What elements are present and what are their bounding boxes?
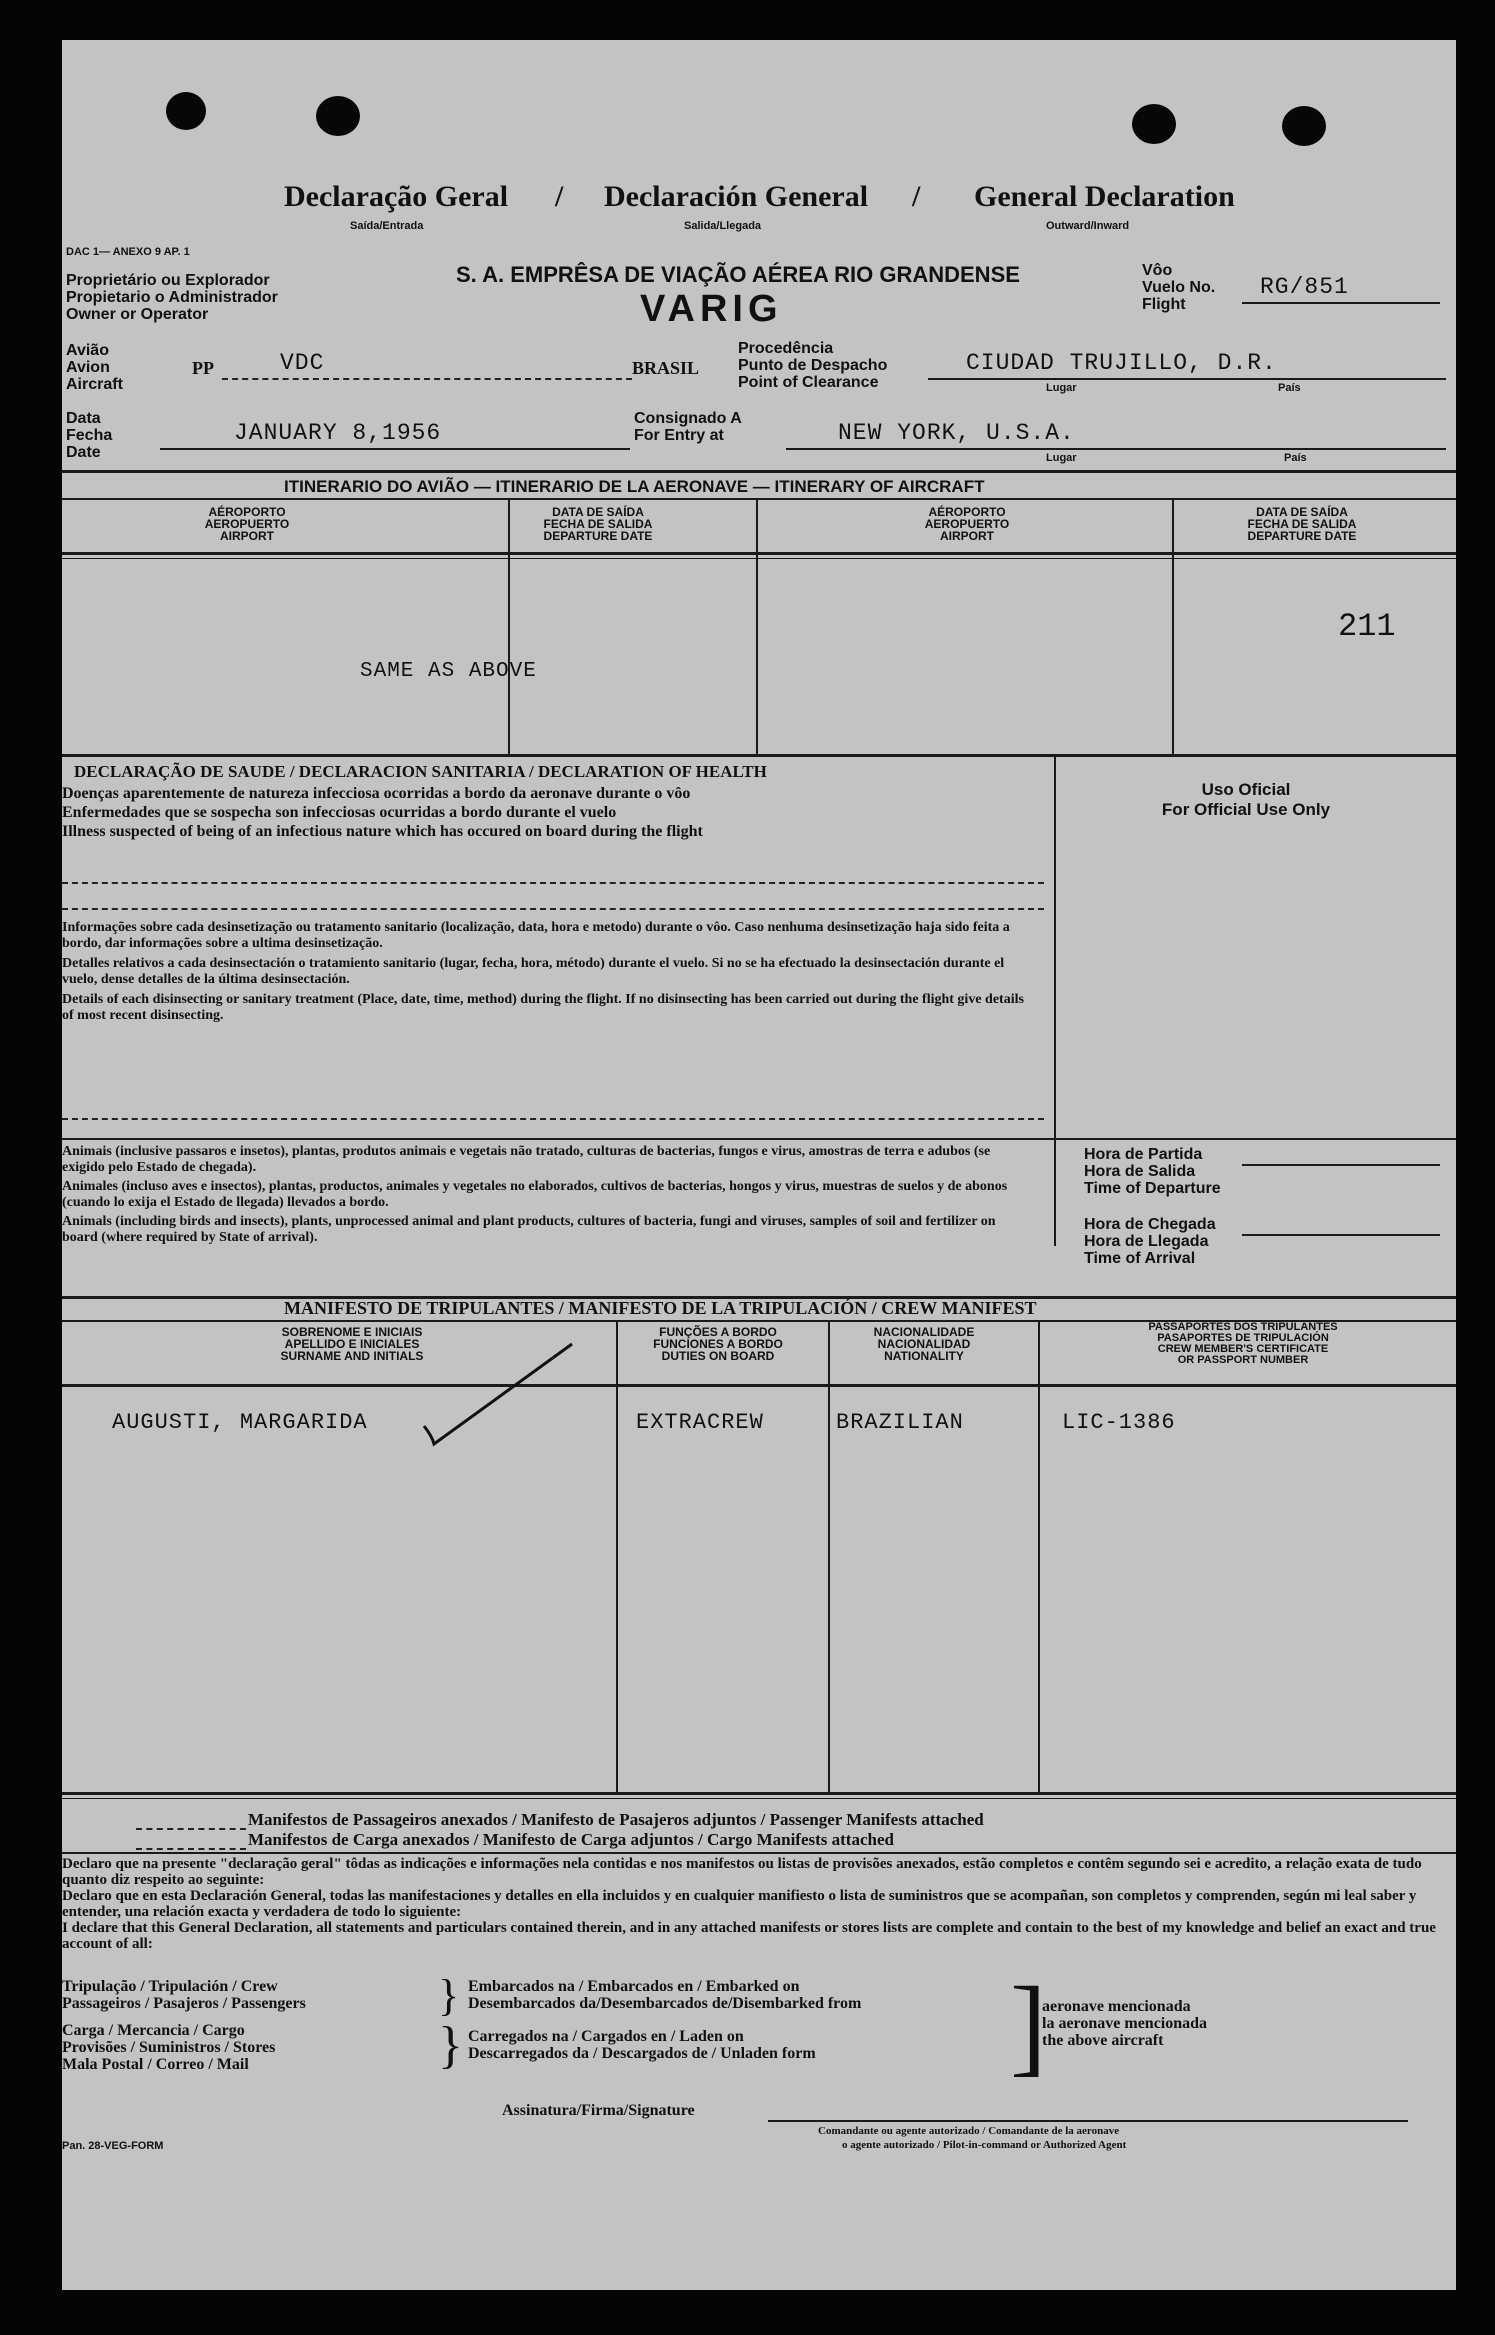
col-header-departure-date: DATA DE SAÍDA FECHA DE SALIDA DEPARTURE DATE <box>543 505 653 543</box>
clearance-underline <box>928 378 1446 380</box>
cargo-manifests: Manifestos de Carga anexados / Manifesto de Carga adjuntos / Cargo Manifests attached <box>248 1830 894 1849</box>
checkmark-icon <box>422 1340 582 1450</box>
title-en: General Declaration <box>974 180 1235 213</box>
punch-hole <box>1132 104 1176 144</box>
title-es: Declaración General <box>604 180 869 213</box>
col-divider <box>828 1322 830 1792</box>
title-sep: / <box>912 180 921 213</box>
col-header-airport-2: AÉROPORTO AEROPUERTO AIRPORT <box>924 505 1010 543</box>
form-reference: DAC 1— ANEXO 9 AP. 1 <box>66 246 190 258</box>
entry-underline <box>786 448 1446 450</box>
clearance-country-label: País <box>1278 382 1301 394</box>
subtitle-en: Outward/Inward <box>1046 220 1130 232</box>
clearance-label: Procedência Punto de Despacho Point of Clearance <box>738 340 888 391</box>
rule <box>62 552 1456 555</box>
title-pt: Declaração Geral <box>284 180 509 213</box>
aircraft-registration-field[interactable]: VDC <box>280 350 325 376</box>
rule <box>62 1138 1054 1140</box>
col-header-departure-date-2: DATA DE SAÍDA FECHA DE SALIDA DEPARTURE DATE <box>1247 505 1357 543</box>
crew-title: MANIFESTO DE TRIPULANTES / MANIFESTO DE LA TRIPULACIÓN / CREW MANIFEST <box>284 1298 1037 1318</box>
brace-icon: ] <box>1010 1964 1047 2086</box>
declaration-form <box>62 40 1456 2290</box>
operator-brand: VARIG <box>640 288 783 330</box>
rule <box>62 1798 1456 1799</box>
entry-label: Consignado A For Entry at <box>634 410 742 444</box>
passenger-manifest-count[interactable] <box>136 1828 246 1830</box>
table-row <box>62 1410 1456 1450</box>
punch-hole <box>166 92 206 130</box>
rule <box>62 754 1456 757</box>
date-label: Data Fecha Date <box>66 410 113 461</box>
crew-passport: LIC-1386 <box>1062 1410 1176 1435</box>
page-number: 211 <box>1338 608 1396 645</box>
disinsect-answer-line <box>62 1118 1044 1120</box>
arrival-time-field[interactable] <box>1242 1234 1440 1236</box>
col-divider <box>756 500 758 754</box>
flight-number-field[interactable]: RG/851 <box>1260 274 1349 300</box>
brace-icon: } <box>438 1971 460 2020</box>
cargo-manifest-count[interactable] <box>136 1848 246 1850</box>
punch-hole <box>1282 106 1326 146</box>
declaration-text: Declaro que na presente "declaração geral" tôdas as indicações e informações nela contidas e nos manifestos ou listas de provisões anexados, estão completos e contêm segundo sei e acredito, a relação exata de tudo quanto diz respeito ao seguinte: Declaro que en esta Declaración General, todas las manifestaciones y detalles en ella incluidos y en cualquier manifiesto o lista de suministros que se acompañan, son completos y comprenden, según mi leal saber y entender, una relación exacta y verdadera de todo lo siguiente: I declare that this General Declaration, all statements and particulars contained therein, and in any attached manifests or stores lists are complete and contain to the best of my knowledge and belief an exact and true account of all: <box>62 1856 1436 1952</box>
health-title: DECLARAÇÃO DE SAUDE / DECLARACION SANITARIA / DECLARATION OF HEALTH <box>74 762 767 781</box>
entry-place-label: Lugar <box>1046 452 1077 464</box>
signature-label: Assinatura/Firma/Signature <box>502 2102 695 2119</box>
date-field[interactable]: JANUARY 8,1956 <box>234 420 442 446</box>
flight-label: Vôo Vuelo No. Flight <box>1142 262 1216 313</box>
entry-field[interactable]: NEW YORK, U.S.A. <box>838 420 1075 446</box>
crew-name: AUGUSTI, MARGARIDA <box>112 1410 368 1435</box>
aircraft-prefix: PP <box>192 358 214 378</box>
itinerary-title: ITINERARIO DO AVIÃO — ITINERARIO DE LA AERONAVE — ITINERARY OF AIRCRAFT <box>284 477 985 496</box>
clearance-field[interactable]: CIUDAD TRUJILLO, D.R. <box>966 350 1277 376</box>
col-divider <box>508 500 510 754</box>
aircraft-label: Avião Avion Aircraft <box>66 342 123 393</box>
rule <box>62 498 1456 500</box>
animals-text: Animais (inclusive passaros e insetos), plantas, produtos animais e vegetais não tratado, culturas de bacterias, fungos e virus, amostras de terra e adubos (se exigido pelo Estado de chegada). Animales (incluso aves e insectos), plantas, productos, animales y vegetales no elaborados, cultivos de bacterias, hongos y virus, muestras de suelos y de abonos (cuando lo exija el Estado de llegada) llevados a bordo. Animals (including birds and insects), plants, unprocessed animal and plant products, cultures of bacteria, fungi and viruses, samples of soil and fertilizer on board (where required by State of arrival). <box>62 1144 1008 1245</box>
col-header-passport: PASSAPORTES DOS TRIPULANTES PASAPORTES DE TRIPULACIÓN CREW MEMBER'S CERTIFICATE OR PASSPORT NUMBER <box>1148 1321 1338 1366</box>
clearance-place-label: Lugar <box>1046 382 1077 394</box>
categories-mid-bottom: Carregados na / Cargados en / Laden on Descarregados da / Descargados de / Unladen form <box>468 2028 816 2062</box>
col-header-name: SOBRENOME E INICIAIS APELLIDO E INICIALES SURNAME AND INITIALS <box>280 1325 424 1363</box>
col-header-nationality: NACIONALIDADE NACIONALIDAD NATIONALITY <box>873 1325 975 1363</box>
col-divider <box>1038 1322 1040 1792</box>
disinsecting-text: Informações sobre cada desinsetização ou tratamento sanitario (localização, data, hora e metodo) durante o vôo. Caso nenhuma desinsetização haja sido feita a bordo, dar informações sobre a ultima desinsetização. Detalles relativos a cada desinsectación o tratamiento sanitario (lugar, fecha, hora, método) durante el vuelo. Si no se ha efectuado la desinsectación durante el vuelo, dense detalles de la última desinsectación. Details of each disinsecting or sanitary treatment (Place, date, time, method) during the flight. If no disinsecting has been carried out during the flight give details of most recent disinsecting. <box>62 920 1024 1023</box>
flight-underline <box>1242 302 1440 304</box>
categories-mid-top: Embarcados na / Embarcados en / Embarked on Desembarcados da/Desembarcados de/Disembarked from <box>468 1978 862 2012</box>
title-sep: / <box>555 180 564 213</box>
aircraft-underline <box>222 378 632 380</box>
rule <box>62 1384 1456 1387</box>
date-underline <box>160 448 630 450</box>
arrival-time-labels: Hora de Chegada Hora de Llegada Time of Arrival <box>1084 1216 1216 1267</box>
official-use-label: Uso Oficial For Official Use Only <box>1161 780 1331 819</box>
form-code: Pan. 28-VEG-FORM <box>62 2140 164 2152</box>
crew-nationality: BRAZILIAN <box>836 1410 964 1435</box>
subtitle-pt: Saída/Entrada <box>350 220 424 232</box>
signature-caption: Comandante ou agente autorizado / Comandante de la aeronave <box>818 2125 1120 2137</box>
rule <box>62 558 1456 559</box>
rule <box>62 470 1456 473</box>
health-answer-line <box>62 882 1044 884</box>
categories-right: aeronave mencionada la aeronave mencionada the above aircraft <box>1042 1998 1208 2049</box>
categories-left-bottom: Carga / Mercancia / Cargo Provisões / Suministros / Stores Mala Postal / Correo / Mail <box>62 2022 276 2073</box>
subtitle-es: Salida/Llegada <box>684 220 762 232</box>
signature-field[interactable] <box>768 2120 1408 2122</box>
aircraft-country: BRASIL <box>632 358 700 378</box>
brace-icon: } <box>438 2017 463 2074</box>
passenger-manifests: Manifestos de Passageiros anexados / Manifesto de Pasajeros adjuntos / Passenger Manifests attached <box>248 1810 984 1829</box>
col-header-airport: AÉROPORTO AEROPUERTO AIRPORT <box>204 505 290 543</box>
col-divider <box>1172 500 1174 754</box>
health-answer-line <box>62 908 1044 910</box>
departure-time-field[interactable] <box>1242 1164 1440 1166</box>
entry-country-label: País <box>1284 452 1307 464</box>
health-divider <box>1054 756 1056 1246</box>
categories-left-top: Tripulação / Tripulación / Crew Passageiros / Pasajeros / Passengers <box>62 1978 306 2012</box>
itinerary-entry: SAME AS ABOVE <box>360 660 537 683</box>
col-divider <box>616 1322 618 1792</box>
rule <box>62 1852 1456 1854</box>
departure-time-labels: Hora de Partida Hora de Salida Time of Departure <box>1084 1146 1221 1197</box>
health-lines: Doenças aparentemente de natureza infecciosa ocorridas a bordo da aeronave durante o vôo Enfermedades que se sospecha son infecciosas ocurridas a bordo durante el vuelo Illness suspected of being of an infectious nature which has occured on board during the flight <box>62 785 703 840</box>
official-rule <box>1054 1138 1456 1140</box>
operator-name: S. A. EMPRÊSA DE VIAÇÃO AÉREA RIO GRANDENSE <box>456 262 1020 287</box>
punch-hole <box>316 96 360 136</box>
col-header-duties: FUNÇÕES A BORDO FUNCIONES A BORDO DUTIES ON BOARD <box>653 1325 783 1363</box>
operator-label: Proprietário ou Explorador Propietario o Administrador Owner or Operator <box>66 272 278 323</box>
crew-duty: EXTRACREW <box>636 1410 764 1435</box>
signature-caption: o agente autorizado / Pilot-in-command or Authorized Agent <box>842 2139 1127 2151</box>
rule <box>62 1792 1456 1795</box>
